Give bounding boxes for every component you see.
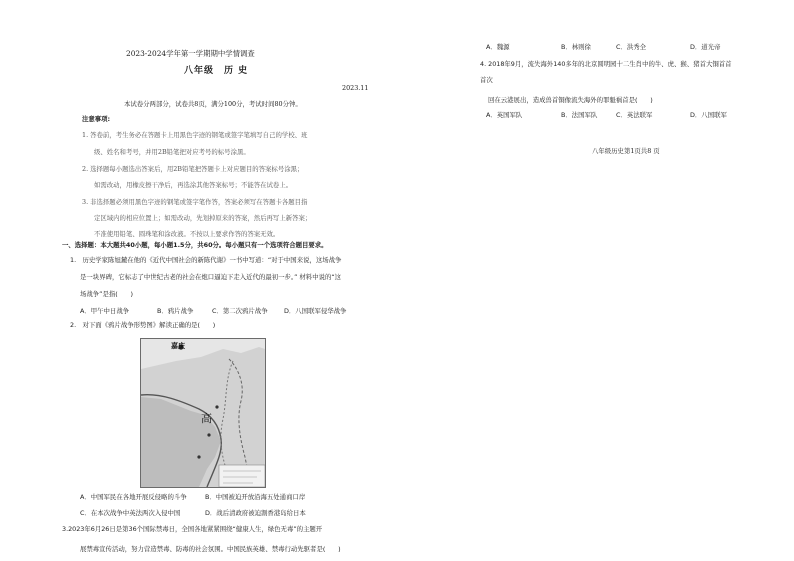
exam-title: 2023-2024学年第一学期期中学情调查 (126, 49, 255, 58)
option-d: D．战后清政府被迫割香港岛给日本 (205, 509, 306, 517)
question-stem: 是一块界碑，它标志了中世纪古老的社会在炮口逼迫下走入近代的最初一步。” 材料中说的“这 (80, 273, 342, 281)
notice-line: 3. 非选择题必须用黑色字迹的钢笔或签字笔作答，答案必须写在答题卡各题目指 (82, 198, 308, 206)
question-stem: 4. 2018年9月，流失海外140多年的北京圆明园十二生肖中的牛、虎、猴、猪首大铜首首 (480, 60, 732, 68)
option-d: D．八国联军侵华战争 (284, 307, 347, 315)
question-stem: 1. 历史学家陈旭麓在他的《近代中国社会的新陈代谢》一书中写道：“对于中国来说，这场战争 (70, 256, 342, 264)
exam-date: 2023.11 (342, 84, 369, 92)
option-b: B．法国军队 (561, 111, 598, 119)
notice-line: 定区域内的相应位置上；如需改动，先划掉原来的答案，然后再写上新答案； (94, 214, 312, 222)
notice-line: 1. 答卷前，考生务必在答题卡上用黑色字迹的钢笔或签字笔填写自己的学校、班 (82, 131, 308, 139)
exam-subtitle: 八年级 历 史 (184, 66, 249, 76)
option-a: A．中国军民在各地开展反侵略的斗争 (80, 493, 187, 501)
section-heading: 一、选择题：本大题共40小题，每小题1.5分，共60分。每小题只有一个选项符合题目要求。 (62, 241, 328, 249)
option-a: A．英国军队 (486, 111, 523, 119)
page-footer: 八年级历史第1页共8 页 (592, 147, 660, 155)
question-stem: 首次 (480, 76, 493, 84)
question-stem: 2. 对下面《鸦片战争形势图》解读正确的是( ) (70, 321, 216, 329)
question-stem: 回在云港展出，造成兽首铜像流失海外的罪魁祸首是( ) (488, 96, 653, 104)
notice-line: 2. 选择题每小题选出答案后，用2B铅笔把答题卡上对应题目的答案标号涂黑； (82, 165, 304, 173)
option-b: B．林则徐 (561, 43, 591, 51)
option-d: D．道光帝 (690, 43, 721, 51)
question-stem: 场战争”是指( ) (80, 290, 134, 298)
option-a: A．魏源 (486, 43, 510, 51)
exam-intro: 本试卷分两部分，试卷共8页，满分100分，考试时间80分钟。 (124, 100, 302, 108)
option-c: C．英法联军 (616, 111, 653, 119)
question-stem: 3.2023年6月26日是第36个国际禁毒日，全国各地紧紧围绕“健康人生，绿色无毒”的主题开 (62, 525, 323, 533)
option-c: C．在本次战争中英法两次入侵中国 (80, 509, 181, 517)
option-c: C．洪秀全 (616, 43, 647, 51)
question-stem: 展禁毒宣传活动，努力营造禁毒、防毒的社会氛围。中国民族英雄、禁毒行动先驱者是( ) (80, 545, 341, 553)
notice-heading: 注意事项: (82, 115, 111, 123)
option-b: B．鸦片战争 (157, 307, 194, 315)
map-label: 高 (201, 412, 212, 425)
option-d: D．八国联军 (690, 111, 727, 119)
option-a: A．甲午中日战争 (80, 307, 130, 315)
map-label: 嘉庆 (171, 342, 185, 350)
notice-line: 如需改动，用橡皮擦干净后，再选涂其他答案标号；不能答在试卷上。 (94, 181, 293, 189)
opium-war-map (140, 338, 266, 488)
notice-line: 不准使用铅笔、圆珠笔和涂改液。不按以上要求作答的答案无效。 (94, 230, 280, 238)
notice-line: 级、姓名和考号，并用2B铅笔把对应考号的标号涂黑。 (94, 148, 250, 156)
option-b: B．中国被迫开放沿海五处通商口岸 (205, 493, 306, 501)
option-c: C．第二次鸦片战争 (212, 307, 268, 315)
